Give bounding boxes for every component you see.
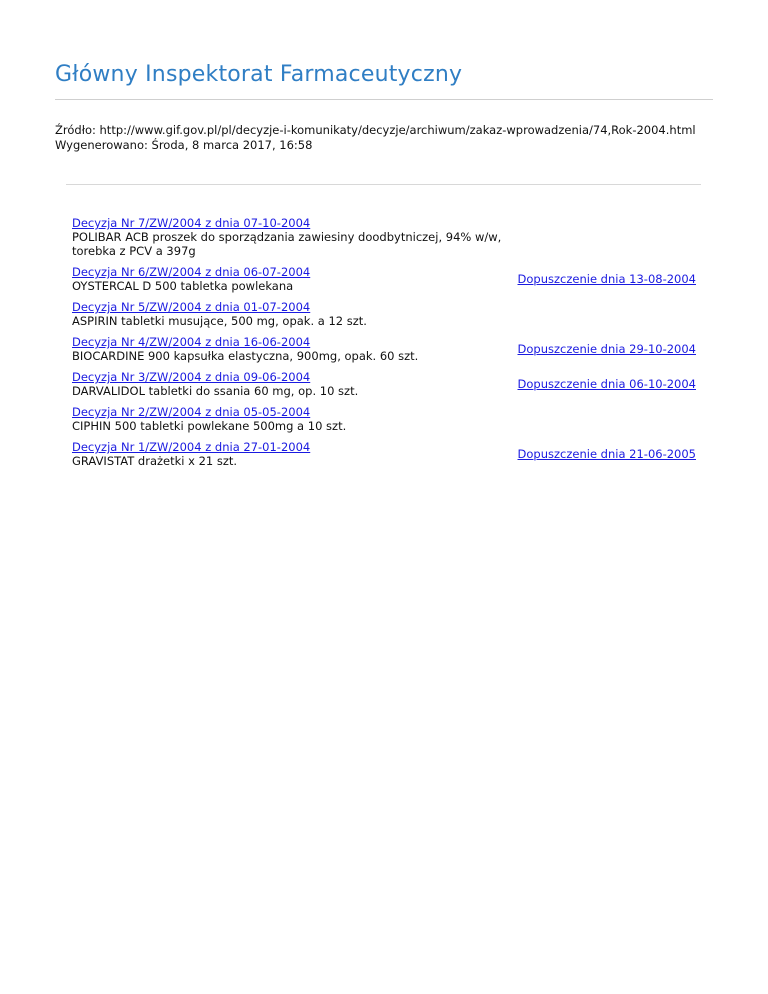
decision-info (72, 405, 502, 433)
decision-link[interactable]: Decyzja Nr 6/ZW/2004 z dnia 06-07-2004 (72, 265, 311, 279)
decision-description: CIPHIN 500 tabletki powlekane 500mg a 10 szt. (72, 419, 347, 433)
decision-row (72, 405, 697, 433)
decision-row (72, 370, 697, 398)
decision-description: ASPIRIN tabletki musujące, 500 mg, opak. a 12 szt. (72, 314, 367, 328)
decision-link[interactable]: Decyzja Nr 5/ZW/2004 z dnia 01-07-2004 (72, 300, 311, 314)
decision-link[interactable]: Decyzja Nr 4/ZW/2004 z dnia 16-06-2004 (72, 335, 311, 349)
content-divider (66, 184, 701, 185)
decision-info (72, 335, 502, 363)
decision-info (72, 300, 502, 328)
permit-link[interactable]: Dopuszczenie dnia 29-10-2004 (517, 342, 696, 356)
decision-link[interactable]: Decyzja Nr 1/ZW/2004 z dnia 27-01-2004 (72, 440, 311, 454)
decision-list (72, 216, 697, 475)
decision-info (72, 370, 502, 398)
decision-link[interactable]: Decyzja Nr 2/ZW/2004 z dnia 05-05-2004 (72, 405, 311, 419)
header-divider (55, 99, 713, 100)
decision-info (72, 265, 502, 293)
decision-description: POLIBAR ACB proszek do sporządzania zawiesiny doodbytniczej, 94% w/w, torebka z PCV a 397g (72, 230, 502, 258)
decision-description: DARVALIDOL tabletki do ssania 60 mg, op. 10 szt. (72, 384, 359, 398)
permit-link[interactable]: Dopuszczenie dnia 21-06-2005 (517, 447, 696, 461)
decision-description: OYSTERCAL D 500 tabletka powlekana (72, 279, 294, 293)
decision-row (72, 440, 697, 468)
decision-link[interactable]: Decyzja Nr 3/ZW/2004 z dnia 09-06-2004 (72, 370, 311, 384)
generated-date-text: Wygenerowano: Środa, 8 marca 2017, 16:58 (55, 138, 313, 152)
decision-row (72, 300, 697, 328)
decision-row (72, 216, 697, 258)
permit-link[interactable]: Dopuszczenie dnia 06-10-2004 (517, 377, 696, 391)
source-meta (55, 123, 696, 153)
decision-row (72, 335, 697, 363)
decision-description: BIOCARDINE 900 kapsułka elastyczna, 900mg, opak. 60 szt. (72, 349, 419, 363)
decision-description: GRAVISTAT drażetki x 21 szt. (72, 454, 238, 468)
decision-row (72, 265, 697, 293)
decision-link[interactable]: Decyzja Nr 7/ZW/2004 z dnia 07-10-2004 (72, 216, 311, 230)
page-title: Główny Inspektorat Farmaceutyczny (55, 62, 463, 87)
decision-info (72, 440, 502, 468)
decision-info (72, 216, 502, 258)
source-url-text: Źródło: http://www.gif.gov.pl/pl/decyzje-i-komunikaty/decyzje/archiwum/zakaz-wprowadzenia/74,Rok-2004.html (55, 123, 696, 137)
permit-link[interactable]: Dopuszczenie dnia 13-08-2004 (517, 272, 696, 286)
